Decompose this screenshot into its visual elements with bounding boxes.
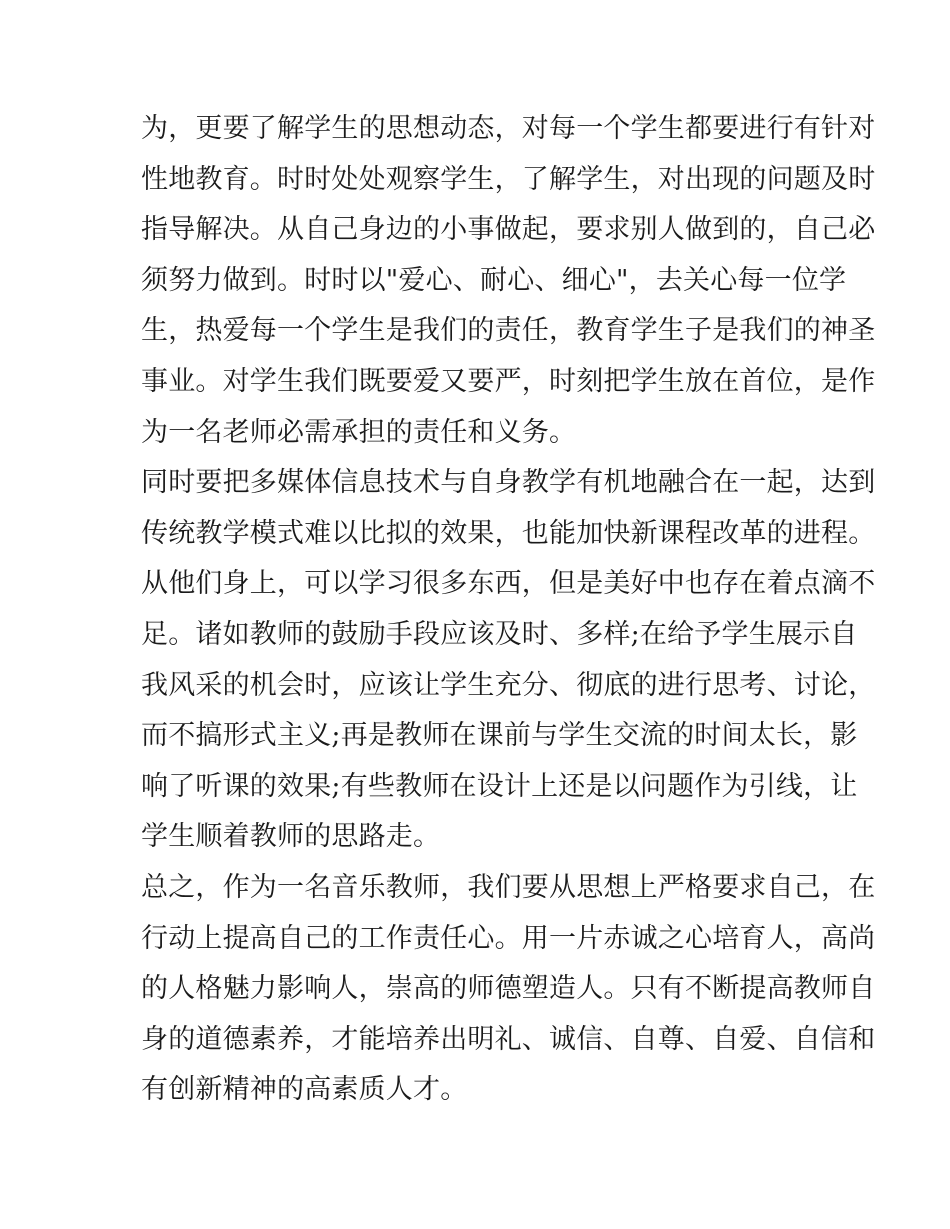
text-line-18: 的人格魅力影响人，崇高的师德塑造人。只有不断提高教师自 xyxy=(141,973,876,1005)
text-line-5: 生，热爱每一个学生是我们的责任，教育学生子是我们的神圣 xyxy=(141,315,876,347)
text-line-6: 事业。对学生我们既要爱又要严，时刻把学生放在首位，是作 xyxy=(141,365,876,397)
text-line-13: 而不搞形式主义;再是教师在课前与学生交流的时间太长，影 xyxy=(141,720,858,752)
text-line-1: 为，更要了解学生的思想动态，对每一个学生都要进行有针对 xyxy=(141,113,876,144)
text-line-15: 学生顺着教师的思路走。 xyxy=(141,821,441,853)
text-line-11: 足。诸如教师的鼓励手段应该及时、多样;在给予学生展示自 xyxy=(141,618,858,650)
text-line-19: 身的道德素养，才能培养出明礼、诚信、自尊、自爱、自信和 xyxy=(141,1023,876,1055)
text-line-20: 有创新精神的高素质人才。 xyxy=(141,1074,468,1106)
body-text xyxy=(141,104,876,1116)
text-line-16: 总之，作为一名音乐教师，我们要从思想上严格要求自己，在 xyxy=(141,871,876,903)
text-line-7: 为一名老师必需承担的责任和义务。 xyxy=(141,416,577,448)
text-line-4: 须努力做到。时时以"爱心、耐心、细心"，去关心每一位学 xyxy=(141,264,847,296)
text-line-14: 响了听课的效果;有些教师在设计上还是以问题作为引线，让 xyxy=(141,770,858,802)
text-line-2: 性地教育。时时处处观察学生，了解学生，对出现的问题及时 xyxy=(141,163,876,195)
text-line-17: 行动上提高自己的工作责任心。用一片赤诚之心培育人，高尚 xyxy=(141,922,876,954)
text-line-8: 同时要把多媒体信息技术与自身教学有机地融合在一起，达到 xyxy=(141,467,876,499)
text-line-3: 指导解决。从自己身边的小事做起，要求别人做到的，自己必 xyxy=(141,214,876,246)
text-line-9: 传统教学模式难以比拟的效果，也能加快新课程改革的进程。 xyxy=(141,517,876,549)
text-line-12: 我风采的机会时，应该让学生充分、彻底的进行思考、讨论， xyxy=(141,669,876,701)
text-line-10: 从他们身上，可以学习很多东西，但是美好中也存在着点滴不 xyxy=(141,568,876,600)
